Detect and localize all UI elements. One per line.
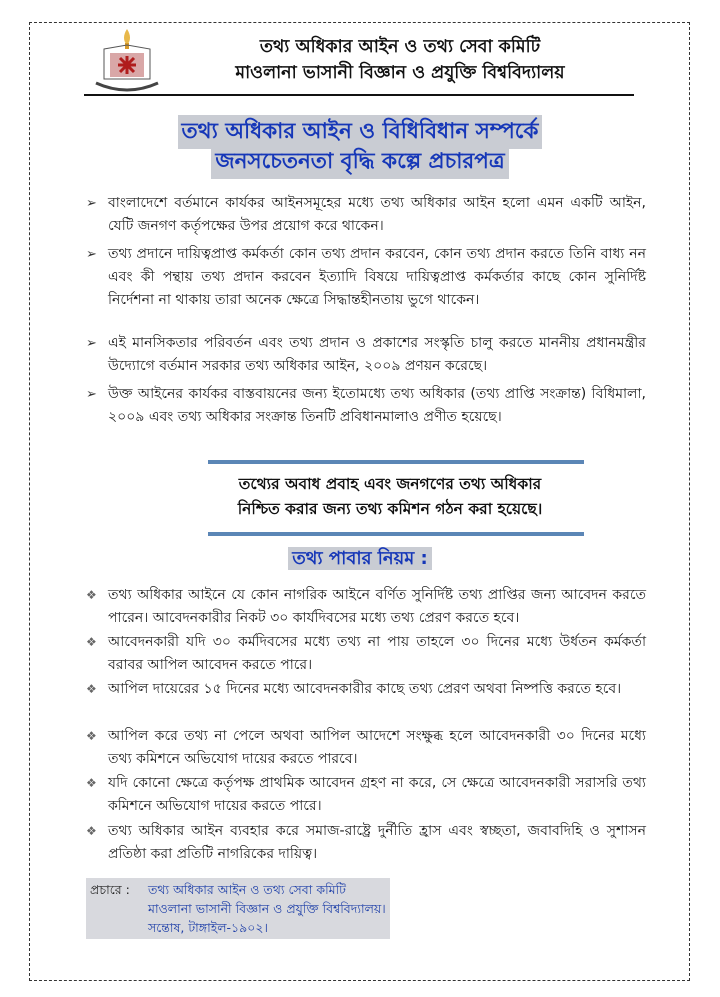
star-emblem <box>118 56 136 74</box>
publisher-university: মাওলানা ভাসানী বিজ্ঞান ও প্রযুক্তি বিশ্ববিদ্যালয়। <box>148 901 386 916</box>
arrow-bullet-icon: ➢ <box>86 387 97 402</box>
university-crest-icon <box>92 27 162 95</box>
main-title-text-2: জনসচেতনতা বৃদ্ধি কল্পে প্রচারপত্র <box>211 145 508 179</box>
flame-shape <box>124 29 130 45</box>
callout-line-2: নিশ্চিত করার জন্য তথ্য কমিশন গঠন করা হয়েছে। <box>237 500 543 518</box>
rule-text: আপিল করে তথ্য না পেলে অথবা আপিল আদেশে সংক্ষুব্ধ হলে আবেদনকারী ৩০ দিনের মধ্যে তথ্য কমিশনে অভিযোগ দায়ের করতে পারবে। <box>108 728 646 767</box>
rule-text: তথ্য অধিকার আইনে যে কোন নাগরিক আইনে বর্ণিত সুনির্দিষ্ট তথ্য প্রাপ্তির জন্য আবেদন করতে পারেন। আবেদনকারীর নিকট ৩০ কার্যদিবসের মধ্যে তথ্য প্রেরণ করতে হবে। <box>108 587 646 626</box>
main-title-line-1 <box>0 115 720 149</box>
intro-point-text: তথ্য প্রদানে দায়িত্বপ্রাপ্ত কর্মকর্তা কোন তথ্য প্রদান করবেন, কোন তথ্য প্রদান করতে তিনি বাধ্য নন এবং কী পন্থায় তথ্য প্রদান করবেন ইত্যাদি বিষয়ে দায়িত্বপ্রাপ্ত কর্মকর্তার কাছে কোন সুনির্দিষ্ট নির্দেশনা না থাকায় তারা অনেক ক্ষেত্রে সিদ্ধান্তহীনতায় ভুগে থাকেন। <box>108 246 646 308</box>
intro-point-text: এই মানসিকতার পরিবর্তন এবং তথ্য প্রদান ও প্রকাশের সংস্কৃতি চালু করতে মাননীয় প্রধানমন্ত্রীর উদ্যোগে বর্তমান সরকার তথ্য অধিকার আইন, ২০০৯ প্রণয়ন করেছে। <box>108 335 646 374</box>
rules-heading <box>0 546 720 572</box>
rule-text: আপিল দায়েরের ১৫ দিনের মধ্যে আবেদনকারীর কাছে তথ্য প্রেরণ অথবা নিষ্পত্তি করতে হবে। <box>108 681 622 697</box>
torch-shape <box>125 43 129 49</box>
callout-top-rule <box>208 460 584 464</box>
diamond-bullet-icon: ❖ <box>86 588 97 602</box>
intro-point-text: বাংলাদেশে বর্তমানে কার্যকর আইনসমূহের মধ্যে তথ্য অধিকার আইন হলো এমন একটি আইন, যেটি জনগণ কর্তৃপক্ষের উপর প্রয়োগ করে থাকেন। <box>108 195 646 234</box>
main-title-line-2 <box>0 145 720 179</box>
publisher-details <box>148 880 386 937</box>
intro-point <box>86 383 646 429</box>
rule-text: যদি কোনো ক্ষেত্রে কর্তৃপক্ষ প্রাথমিক আবেদন গ্রহণ না করে, সে ক্ষেত্রে আবেদনকারী সরাসরি তথ্য কমিশনে অভিযোগ দায়ের করতে পারে। <box>108 775 646 814</box>
intro-point-text: উক্ত আইনের কার্যকর বাস্তবায়নের জন্য ইতোমধ্যে তথ্য অধিকার (তথ্য প্রাপ্তি সংক্রান্ত) বিধিমালা, ২০০৯ এবং তথ্য অধিকার সংক্রান্ত তিনটি প্রবিধানমালাও প্রণীত হয়েছে। <box>108 386 646 425</box>
callout-bottom-rule <box>208 532 584 536</box>
arrow-bullet-icon: ➢ <box>86 336 97 351</box>
rule-item <box>86 584 646 630</box>
callout-line-1: তথ্যের অবাধ প্রবাহ এবং জনগণের তথ্য অধিকার <box>238 475 542 493</box>
header-divider <box>84 94 634 96</box>
arrow-bullet-icon: ➢ <box>86 196 97 211</box>
publisher-address: সন্তোষ, টাঙ্গাইল-১৯০২। <box>148 920 268 935</box>
intro-point <box>86 192 646 238</box>
rule-item <box>86 772 646 818</box>
diamond-bullet-icon: ❖ <box>86 635 97 649</box>
rule-item <box>86 678 646 701</box>
rules-heading-text: তথ্য পাবার নিয়ম : <box>288 547 431 570</box>
diamond-bullet-icon: ❖ <box>86 729 97 743</box>
publisher-committee: তথ্য অধিকার আইন ও তথ্য সেবা কমিটি <box>148 882 346 897</box>
university-name: মাওলানা ভাসানী বিজ্ঞান ও প্রযুক্তি বিশ্ববিদ্যালয় <box>235 63 565 83</box>
rule-item <box>86 820 646 866</box>
diamond-bullet-icon: ❖ <box>86 682 97 696</box>
diamond-bullet-icon: ❖ <box>86 824 97 838</box>
intro-point <box>86 243 646 312</box>
publisher-block <box>86 878 390 939</box>
main-title-text-1: তথ্য অধিকার আইন ও বিধিবিধান সম্পর্কে <box>178 115 543 149</box>
intro-point <box>86 332 646 378</box>
banner-ribbon <box>96 83 158 90</box>
publisher-label: প্রচারে : <box>90 882 130 897</box>
rule-text: তথ্য অধিকার আইন ব্যবহার করে সমাজ-রাষ্ট্রে দুর্নীতি হ্রাস এবং স্বচ্ছতা, জবাবদিহি ও সুশাসন প্রতিষ্ঠা করা প্রতিটি নাগরিকের দায়িত্ব। <box>108 823 646 862</box>
rule-item <box>86 631 646 677</box>
rule-item <box>86 725 646 771</box>
arrow-bullet-icon: ➢ <box>86 247 97 262</box>
committee-name: তথ্য অধিকার আইন ও তথ্য সেবা কমিটি <box>259 37 541 57</box>
diamond-bullet-icon: ❖ <box>86 776 97 790</box>
rule-text: আবেদনকারী যদি ৩০ কর্মদিবসের মধ্যে তথ্য না পায় তাহলে ৩০ দিনের মধ্যে উর্ধতন কর্মকর্তা বরাবর আপিল আবেদন করতে পারে। <box>108 634 646 673</box>
